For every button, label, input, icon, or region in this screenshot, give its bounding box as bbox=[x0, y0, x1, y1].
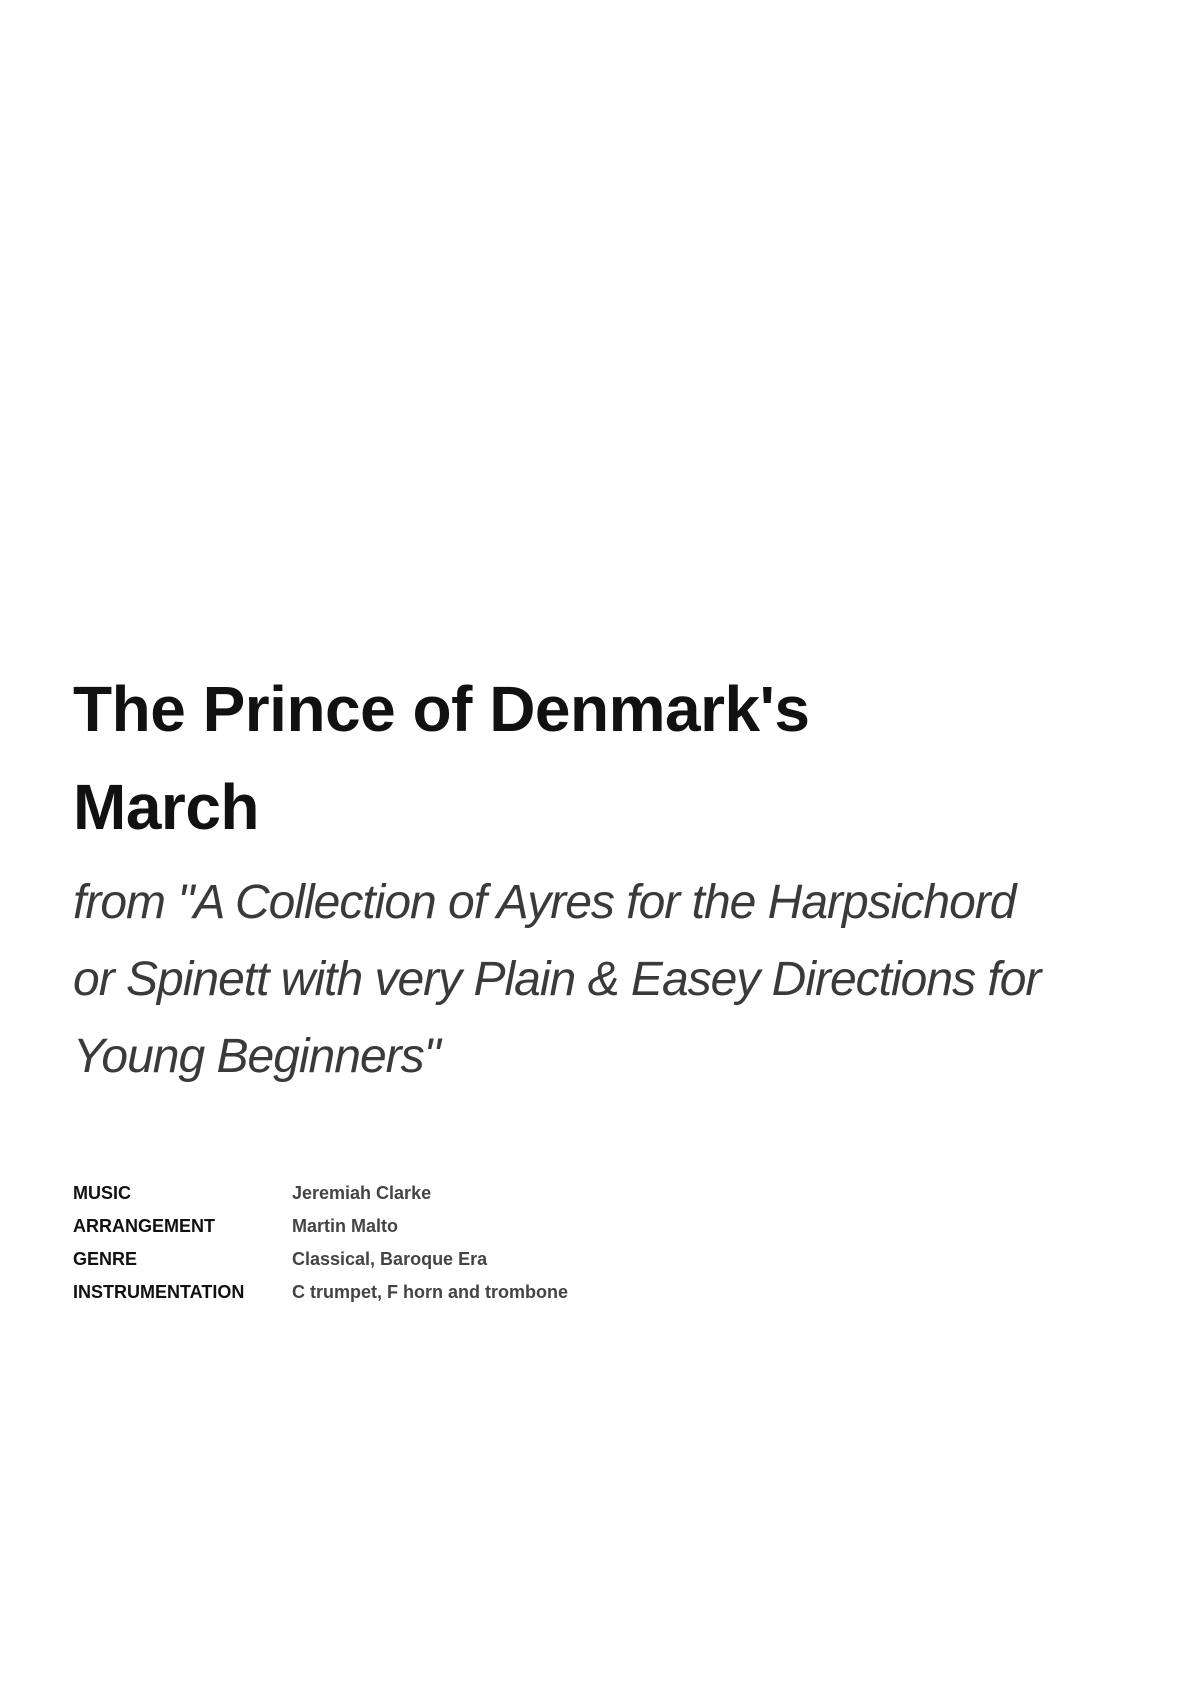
title-line-1: The Prince of Denmark's bbox=[73, 673, 810, 745]
metadata-label: GENRE bbox=[73, 1249, 138, 1269]
metadata-label: ARRANGEMENT bbox=[73, 1216, 215, 1236]
metadata-value: Classical, Baroque Era bbox=[292, 1249, 488, 1269]
subtitle-line-1: from "A Collection of Ayres for the Harpsichord bbox=[73, 876, 1016, 929]
page-title bbox=[73, 660, 1073, 856]
metadata-row-instrumentation bbox=[73, 1276, 1073, 1309]
page-subtitle bbox=[73, 864, 1073, 1095]
metadata-row-genre bbox=[73, 1243, 1073, 1276]
metadata-row-music bbox=[73, 1177, 1073, 1210]
cover-content bbox=[73, 660, 1073, 1309]
metadata-row-arrangement bbox=[73, 1210, 1073, 1243]
subtitle-line-3: Young Beginners" bbox=[73, 1030, 440, 1083]
metadata-value: Martin Malto bbox=[292, 1216, 398, 1236]
metadata-value: Jeremiah Clarke bbox=[292, 1183, 432, 1203]
metadata-table bbox=[73, 1177, 1073, 1309]
metadata-label: INSTRUMENTATION bbox=[73, 1282, 245, 1302]
title-line-2: March bbox=[73, 771, 259, 843]
subtitle-line-2: or Spinett with very Plain & Easey Directions for bbox=[73, 953, 1041, 1006]
metadata-label: MUSIC bbox=[73, 1183, 131, 1203]
metadata-value: C trumpet, F horn and trombone bbox=[292, 1282, 568, 1302]
